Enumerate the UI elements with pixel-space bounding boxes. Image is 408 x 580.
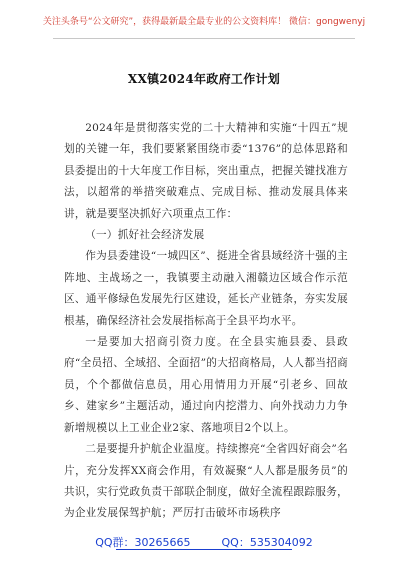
footer-contact (0, 534, 408, 550)
paragraph-development: 作为县委建设“一城四区”、挺进全省县域经济十强的主阵地、主战场之一，我镇要主动融入湘赣边区域合作示范区、通平修绿色发展先行区建设，延长产业链条，夯实发展根基，确保经济社会发展指标高于全县平均水平。 (64, 250, 348, 327)
footer-underline (116, 549, 292, 550)
header-divider (53, 38, 355, 39)
document-title: XX镇2024年政府工作计划 (127, 72, 281, 86)
qq-number: QQ：535304092 (221, 536, 313, 549)
paragraph-intro: 2024年是贯彻落实党的二十大精神和实施“十四五”规划的关键一年，我们要紧紧围绕市委“1376”的总体思路和县委提出的十大年度工作目标，突出重点，把握关键找准方法，以超常的举措突破难点、完成目标、推动发展具体来讲，就是要坚决抓好六项重点工作： (64, 122, 348, 220)
header-banner: 关注头条号“公文研究”，获得最新最全最专业的公文资料库！ 微信：gongwenyj (42, 17, 366, 27)
qq-group: QQ群：30265665 (95, 536, 191, 549)
paragraph-enterprise: 二是要提升护航企业温度。持续擦亮“全省四好商会”名片，充分发挥XX商会作用，有效凝聚“人人都是服务员”的共识，实行党政负责干部联企制度，做好全流程跟踪服务，为企业发展保驾护航；严厉打击破坏市场秩序 (64, 443, 348, 520)
paragraph-investment: 一是要加大招商引资力度。在全县实施县委、县政府“全员招、全域招、全面招”的大招商格局，人人都当招商员，个个都做信息员，用心用情用力开展“引老乡、回故乡、建家乡”主题活动，通过向内挖潜力、向外找动力力争新增规模以上工业企业2家、落地项目2个以上。 (64, 336, 348, 434)
document-body (64, 118, 348, 525)
section-heading: （一）抓好社会经济发展 (85, 229, 205, 242)
